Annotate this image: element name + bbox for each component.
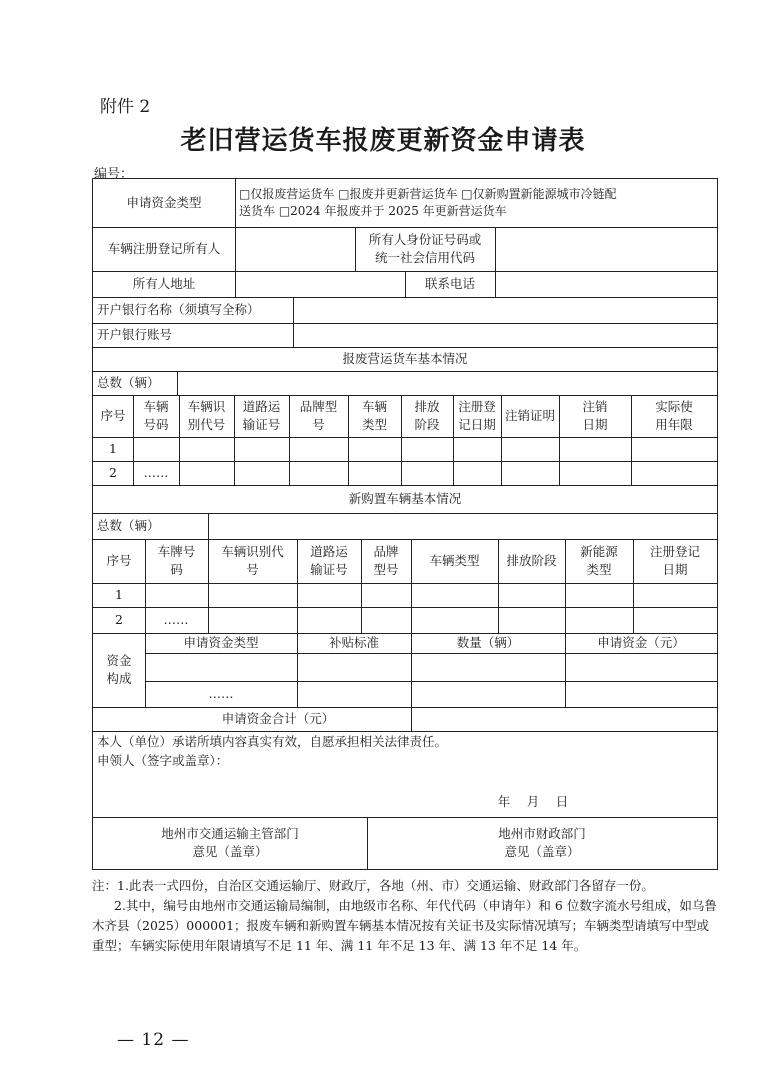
new-header-cell [411,539,498,583]
funds-label-line1: 资金 [106,652,132,668]
grid-line [93,583,717,584]
finance-dept-box [367,817,717,869]
scrap-header-text: 日期 [582,417,608,432]
grid-line [93,817,717,818]
scrap-header-text: 车辆 [143,398,169,414]
new-header-cell [297,539,361,583]
bank-name-label: 开户银行名称（须填写全称） [97,301,260,317]
new-header-cell [361,539,411,583]
scrap-row-number: 1 [109,440,117,456]
scrap-header-cell [93,395,133,437]
grid-line [93,395,717,396]
page-title: 老旧营运货车报废更新资金申请表 [180,126,586,156]
scrap-section-title: 报废营运货车基本情况 [342,350,468,366]
transport-dept-opinion: 意见（盖章） [192,844,268,859]
date-label: 年 月 日 [497,793,569,809]
scrap-header-cell [631,395,717,437]
owner-label: 车辆注册登记所有人 [107,240,221,256]
serial-label: 编号： [94,167,134,182]
funds-total-label: 申请资金合计（元） [221,710,335,726]
new-header-text: 序号 [106,552,132,568]
scrap-header-cell [234,395,289,437]
scrap-header-text: 车辆 [361,398,387,414]
new-header-text: 注册登记 [649,543,700,559]
grid-line [93,347,717,348]
scrap-header-text: 号码 [143,417,169,432]
scrap-total-label: 总数（辆） [97,374,160,390]
grid-line [297,539,298,633]
grid-line [565,633,566,707]
scrap-header-text: 排放 [414,398,440,414]
finance-dept-name: 地州市财政部门 [498,825,586,841]
grid-line [93,297,717,298]
grid-line [361,539,362,633]
phone-label: 联系电话 [424,275,475,291]
grid-line [234,395,235,485]
fund-type-options-line1: □仅报废营运货车 □报废并更新营运货车 □仅新购置新能源城市冷链配 [239,186,617,201]
new-header-text: 类型 [586,562,612,577]
grid-line [93,731,717,732]
grid-line [453,395,454,485]
grid-line [297,633,298,707]
funds-header-standard: 补贴标准 [328,634,379,650]
scrap-header-text: 用年限 [655,417,693,432]
funds-label-line2: 构成 [106,671,132,686]
new-header-cell [208,539,297,583]
grid-line [145,653,717,654]
grid-line [501,395,502,485]
grid-line [293,297,294,347]
new-header-cell [145,539,208,583]
new-header-cell [498,539,565,583]
new-row-ellipsis: …… [163,611,189,627]
fund-type-options[interactable] [235,179,717,227]
grid-line [93,513,717,514]
commitment-text: 本人（单位）承诺所填内容真实有效，自愿承担相关法律责任。 [97,733,448,749]
scrap-header-cell [179,395,234,437]
grid-line [93,539,717,540]
grid-line [93,607,717,608]
page-number: — 12 — [117,1030,190,1050]
transport-dept-name: 地州市交通运输主管部门 [161,825,299,841]
grid-line [93,485,717,486]
scrap-row-number: 2 [109,464,117,480]
owner-value[interactable] [235,227,355,271]
scrap-header-text: 别代号 [187,417,226,432]
scrap-header-text: 实际使 [655,398,693,414]
scrap-header-cell [501,395,559,437]
funds-row-ellipsis: …… [208,685,234,701]
scrap-header-cell [401,395,453,437]
new-header-text: 型号 [373,562,399,577]
scrap-header-text: 类型 [361,417,387,432]
scrap-header-text: 输证号 [242,417,281,432]
new-section-title: 新购置车辆基本情况 [348,490,462,506]
scrap-header-text: 品牌型 [299,398,338,414]
id-code-value[interactable] [495,227,717,271]
scrap-header-text: 注册登 [458,398,496,414]
grid-line [93,707,717,708]
new-header-text: 车牌号 [157,543,196,559]
note-2: 2.其中，编号由地州市交通运输局编制，由地级市名称、年代代码（申请年）和 6 位数字流水号组成，如乌鲁木齐县（2025）000001；报废车辆和新购置车辆基本情况按有关证书及实际情况填写；车辆类型请填写中型或重型；车辆实际使用年限请填写不足 11 年、满 11 年不足 13 年、满 13 年不足 14 年。 [92,898,717,953]
grid-line [93,371,717,372]
scrap-header-text: 阶段 [414,417,440,432]
grid-line [179,395,180,485]
fund-type-label: 申请资金类型 [126,194,202,210]
grid-line [235,179,236,271]
fund-type-options-line2: 送货车 □2024 年报废并于 2025 年更新营运货车 [239,204,507,218]
grid-line [631,395,632,485]
applicant-signature-label: 申领人（签字或盖章）： [97,752,229,768]
scrap-header-text: 号 [312,417,325,432]
new-header-text: 排放阶段 [506,552,557,568]
new-header-text: 道路运 [310,543,348,559]
scrap-header-cell [289,395,348,437]
grid-line [495,227,496,297]
scrap-header-text: 注销 [582,398,608,414]
grid-line [289,395,290,485]
scrap-row-ellipsis: …… [143,464,169,480]
grid-line [93,633,717,634]
grid-line [565,539,566,633]
bank-account-label: 开户银行账号 [97,326,173,342]
finance-dept-opinion: 意见（盖章） [504,844,580,859]
scrap-header-cell [133,395,179,437]
application-form [92,178,718,870]
grid-line [411,539,412,633]
scrap-header-cell [559,395,631,437]
grid-line [405,271,406,297]
grid-line [498,539,499,633]
funds-header-quantity: 数量（辆） [456,634,520,650]
funds-header-type: 申请资金类型 [183,634,259,650]
new-row-number: 1 [115,586,123,602]
scrap-header-text: 车辆识 [187,398,226,414]
transport-dept-box [93,817,367,869]
grid-line [559,395,560,485]
grid-line [133,395,134,485]
grid-line [235,271,236,297]
new-total-label: 总数（辆） [97,517,160,533]
new-header-text: 号 [246,562,259,577]
scrap-header-cell [453,395,501,437]
id-code-label-line2: 统一社会信用代码 [374,250,475,265]
new-header-text: 日期 [662,562,688,577]
grid-line [208,539,209,633]
scrap-header-text: 道路运 [242,398,281,414]
new-header-text: 码 [170,562,183,577]
grid-line [145,539,146,633]
grid-line [411,633,412,731]
grid-line [348,395,349,485]
id-code-label-line1: 所有人身份证号码或 [368,231,482,247]
new-row-number: 2 [115,611,123,627]
new-header-text: 车辆识别代 [221,543,284,559]
new-header-cell [93,539,145,583]
note-1: 注：1.此表一式四份，自治区交通运输厅、财政厅，各地（州、市）交通运输、财政部门各留存一份。 [92,878,654,893]
funds-header-amount: 申请资金（元） [597,634,685,650]
new-header-text: 车辆类型 [429,552,480,568]
grid-line [93,437,717,438]
scrap-header-text: 序号 [100,407,126,423]
scrap-header-cell [348,395,401,437]
grid-line [208,513,209,539]
address-label: 所有人地址 [132,275,196,291]
attachment-label: 附件 2 [100,97,151,117]
grid-line [177,371,178,395]
notes [92,876,718,956]
grid-line [93,323,717,324]
new-header-cell [633,539,717,583]
id-code-label [355,227,495,271]
scrap-header-text: 注销证明 [504,407,555,423]
new-header-text: 品牌 [373,543,399,559]
scrap-header-text: 记日期 [458,417,496,432]
grid-line [633,539,634,633]
grid-line [401,395,402,485]
grid-line [145,633,146,707]
grid-line [93,461,717,462]
grid-line [145,681,717,682]
grid-line [93,227,717,228]
grid-line [367,817,368,869]
grid-line [355,227,356,271]
new-header-text: 新能源 [580,543,618,559]
new-header-text: 输证号 [310,562,348,577]
funds-composition-label [93,633,145,707]
new-header-cell [565,539,633,583]
